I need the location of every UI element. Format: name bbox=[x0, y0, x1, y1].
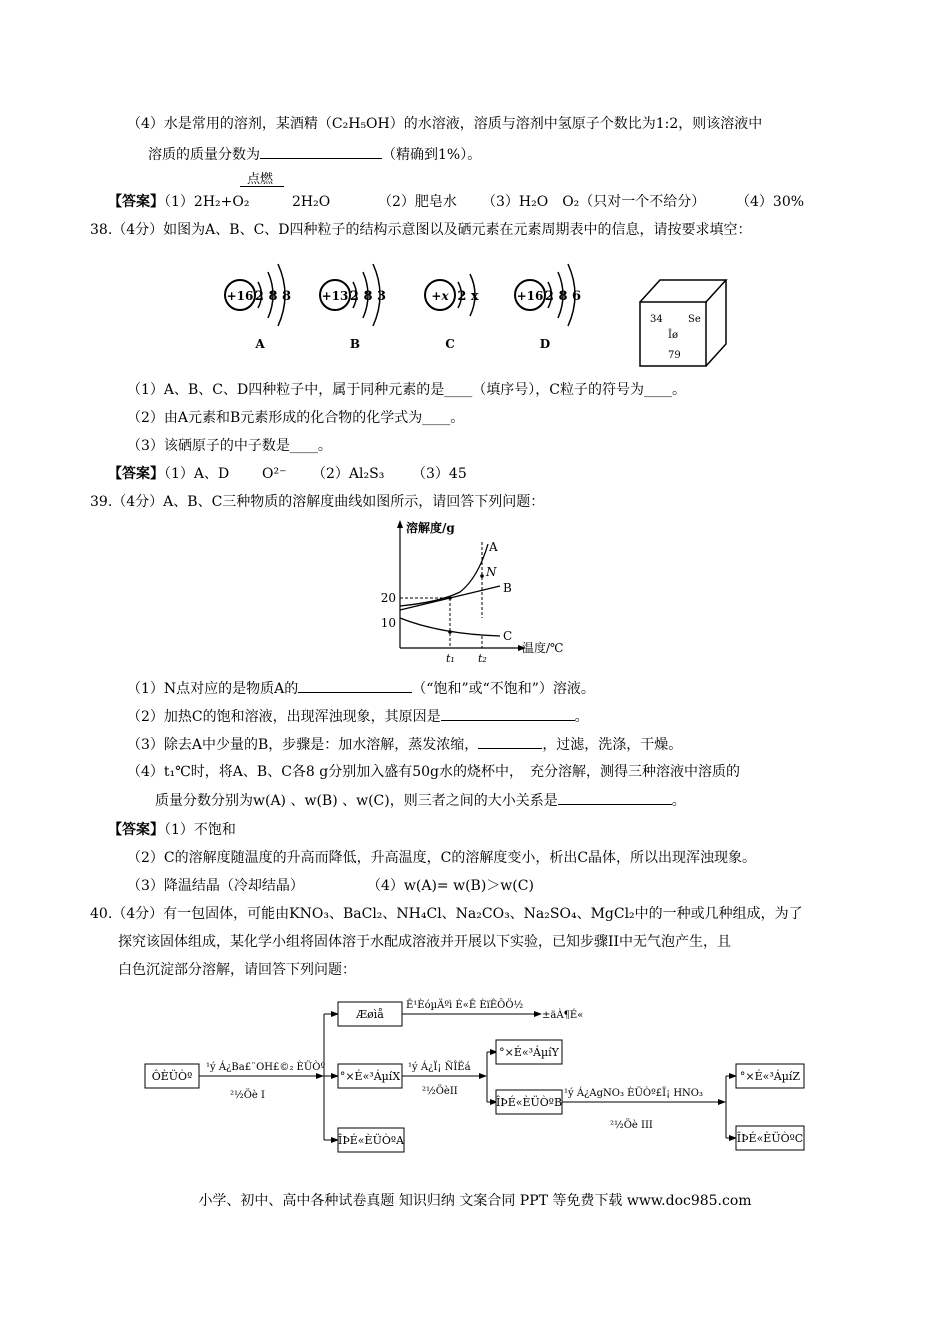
answer38-part3: （3）45 bbox=[412, 466, 467, 482]
answer-blank bbox=[441, 706, 575, 721]
annotation-n: N bbox=[486, 565, 497, 579]
q39-q2 bbox=[127, 706, 589, 727]
q39-stem: 39.（4分）A、B、C三种物质的溶解度曲线如图所示，请回答下列问题： bbox=[90, 494, 545, 510]
electron-config: 2 8 8 bbox=[254, 289, 292, 304]
q39-q3-post: ，过滤，洗涤，干燥。 bbox=[542, 737, 683, 753]
q39-q4-line2-post: 。 bbox=[671, 793, 686, 809]
gas-result-label: Ê¹ÈóµÄºì É«Ê ÈïÊÔÖ½ bbox=[406, 1000, 524, 1011]
y-tick-label: 20 bbox=[380, 591, 396, 605]
answer37-part1-left: （1）2H₂+O₂ bbox=[164, 194, 250, 210]
q39-q1-pre: （1）N点对应的是物质A的 bbox=[127, 681, 299, 697]
precipitate-y-label: °×É«³ÁµíY bbox=[499, 1046, 559, 1059]
step1-label: ²½Öè I bbox=[230, 1090, 265, 1101]
answer37-part3: （3）H₂O O₂（只对一个不给分） bbox=[482, 194, 706, 210]
reaction-condition: 点燃 bbox=[247, 172, 274, 187]
element-name: Îø bbox=[668, 330, 678, 341]
gas-result2-label: ±äÀ¶É« bbox=[542, 1010, 584, 1021]
gas-box-label: Æøìå bbox=[356, 1008, 384, 1021]
answer-blank bbox=[478, 734, 542, 749]
step2-label: ²½ÖèII bbox=[422, 1086, 458, 1097]
q38-q2: （2）由A元素和B元素形成的化合物的化学式为____。 bbox=[127, 410, 465, 426]
q39-q1 bbox=[127, 678, 595, 699]
q39-q2-pre: （2）加热C的饱和溶液，出现浑浊现象，其原因是 bbox=[127, 709, 441, 725]
q37-part4-line1: （4）水是常用的溶剂，某酒精（C₂H₅OH）的水溶液，溶质与溶剂中氢原子个数比为1:2，则该溶液中 bbox=[127, 116, 763, 132]
point-n bbox=[480, 574, 484, 578]
electron-config: 2 x bbox=[457, 289, 479, 304]
q39-q4-line2 bbox=[155, 790, 686, 811]
answer39-row3 bbox=[127, 876, 304, 896]
series-label-a: A bbox=[489, 540, 498, 554]
reaction-arrow-line bbox=[240, 186, 284, 187]
atomic-mass: 79 bbox=[668, 350, 681, 361]
electron-config: 2 8 6 bbox=[544, 289, 582, 304]
q39-q3-pre: （3）除去A中少量的B，步骤是：加水溶解，蒸发浓缩， bbox=[127, 737, 479, 753]
nucleus-charge: +13 bbox=[321, 289, 349, 303]
answer-label: 【答案】 bbox=[108, 466, 164, 482]
answer39-row1 bbox=[108, 820, 236, 840]
arrow2-label: ¹ý Á¿Ï¡ ÑÎËá bbox=[408, 1062, 471, 1073]
answer39-a2: （2）C的溶解度随温度的升高而降低，升高温度，C的溶解度变小，析出C晶体，所以出现浑浊现象。 bbox=[127, 850, 757, 866]
answer-blank bbox=[298, 678, 412, 693]
precipitate-x-label: °×É«³ÁµíX bbox=[339, 1070, 401, 1083]
q40-line2: 探究该固体组成，某化学小组将固体溶于水配成溶液并开展以下实验，已知步骤II中无气泡产生，且 bbox=[118, 934, 732, 950]
y-tick-label: 10 bbox=[380, 616, 396, 630]
atom-label: A bbox=[255, 337, 265, 351]
start-box-label: ÔÈÜÒº bbox=[151, 1070, 193, 1083]
page-footer: 小学、初中、高中各种试卷真题 知识归纳 文案合同 PPT 等免费下载 www.doc985.com bbox=[198, 1193, 752, 1209]
step3-label: ²½Öè III bbox=[610, 1120, 653, 1131]
nucleus-charge: +x bbox=[431, 289, 449, 303]
atom-structure-diagrams bbox=[210, 250, 730, 375]
atom-label: B bbox=[349, 337, 361, 351]
series-label-c: C bbox=[503, 629, 513, 643]
arrow1-label: ¹ý Á¿Ba£¨OH£©₂ ÈÜÒº bbox=[206, 1062, 326, 1073]
q38-q1: （1）A、B、C、D四种粒子中，属于同种元素的是____（填序号），C粒子的符号为____。 bbox=[127, 382, 686, 398]
answer37-part2: （2）肥皂水 bbox=[378, 194, 457, 210]
answer38-part1: （1）A、D bbox=[164, 466, 230, 482]
answer37-part4: （4）30% bbox=[736, 194, 805, 210]
q38-stem: 38.（4分）如图为A、B、C、D四种粒子的结构示意图以及硒元素在元素周期表中的信息，请按要求填空： bbox=[90, 222, 752, 238]
atom-label: C bbox=[445, 337, 455, 351]
answer39-a1: （1）不饱和 bbox=[164, 822, 236, 838]
atom-c bbox=[425, 274, 479, 351]
x-axis-label: 温度/℃ bbox=[522, 641, 564, 655]
solution-b-label: ÎÞÉ«ÈÜÒºB bbox=[495, 1096, 563, 1109]
x-tick-label: t₂ bbox=[478, 652, 487, 665]
q39-q4-line2-pre: 质量分数分别为w(A) 、w(B) 、w(C)，则三者之间的大小关系是 bbox=[155, 793, 558, 809]
atom-d bbox=[515, 264, 581, 351]
solution-c-label: ÎÞÉ«ÈÜÒºC bbox=[736, 1132, 804, 1145]
atom-a bbox=[225, 264, 291, 351]
atomic-number: 34 bbox=[650, 314, 663, 325]
x-tick-label: t₁ bbox=[446, 652, 455, 665]
q39-q1-post: （“饱和”或“不饱和”）溶液。 bbox=[412, 681, 595, 697]
y-axis-label: 溶解度/g bbox=[406, 521, 455, 535]
nucleus-charge: +16 bbox=[516, 289, 544, 303]
series-c-point bbox=[448, 630, 452, 634]
answer-blank bbox=[260, 144, 382, 159]
precipitate-z-label: °×É«³ÁµíZ bbox=[739, 1070, 801, 1083]
q40-line3: 白色沉淀部分溶解，请回答下列问题： bbox=[118, 962, 356, 978]
answer38-row bbox=[108, 464, 229, 484]
answer37-part1-right: 2H₂O bbox=[292, 194, 331, 210]
solution-a-label: ÎÞÉ«ÈÜÒºA bbox=[338, 1134, 404, 1147]
q37-part4-line2-pre: 溶质的质量分数为 bbox=[148, 147, 260, 163]
q37-part4-line2 bbox=[148, 144, 481, 165]
answer-label: 【答案】 bbox=[108, 822, 164, 838]
series-a-curve bbox=[400, 544, 488, 606]
answer39-a4: （4）w(A)= w(B)＞w(C) bbox=[367, 878, 534, 894]
y-axis-arrow bbox=[397, 520, 403, 528]
q38-q3: （3）该硒原子的中子数是____。 bbox=[127, 438, 332, 454]
answer37-row bbox=[108, 192, 249, 212]
electron-config: 2 8 3 bbox=[349, 289, 387, 304]
element-symbol: Se bbox=[688, 314, 701, 325]
atom-b bbox=[320, 264, 386, 351]
answer-blank bbox=[558, 790, 672, 805]
answer38-part1b: O²⁻ bbox=[262, 466, 287, 482]
nucleus-charge: +16 bbox=[226, 289, 254, 303]
experiment-flowchart bbox=[140, 990, 820, 1180]
selenium-element-cell bbox=[640, 280, 726, 366]
atom-label: D bbox=[539, 337, 551, 351]
answer-label: 【答案】 bbox=[108, 194, 164, 210]
intersection-point bbox=[448, 596, 452, 600]
solubility-chart bbox=[370, 518, 580, 666]
answer38-part2: （2）Al₂S₃ bbox=[312, 466, 385, 482]
q39-q3 bbox=[127, 734, 682, 755]
q37-part4-line2-post: （精确到1%）。 bbox=[382, 147, 482, 163]
answer39-a3: （3）降温结晶（冷却结晶） bbox=[127, 878, 304, 894]
q39-q4-line1: （4）t₁℃时，将A、B、C各8 g分别加入盛有50g水的烧杯中， 充分溶解，测得三种溶液中溶质的 bbox=[127, 764, 741, 780]
series-label-b: B bbox=[503, 581, 512, 595]
q39-q2-post: 。 bbox=[574, 709, 589, 725]
q40-line1: 40.（4分）有一包固体，可能由KNO₃、BaCl₂、NH₄Cl、Na₂CO₃、Na₂SO₄、MgCl₂中的一种或几种组成，为了 bbox=[90, 906, 803, 922]
arrow3-label: ¹ý Á¿AgNO₃ ÈÜÒº£Ï¡ HNO₃ bbox=[564, 1088, 703, 1099]
